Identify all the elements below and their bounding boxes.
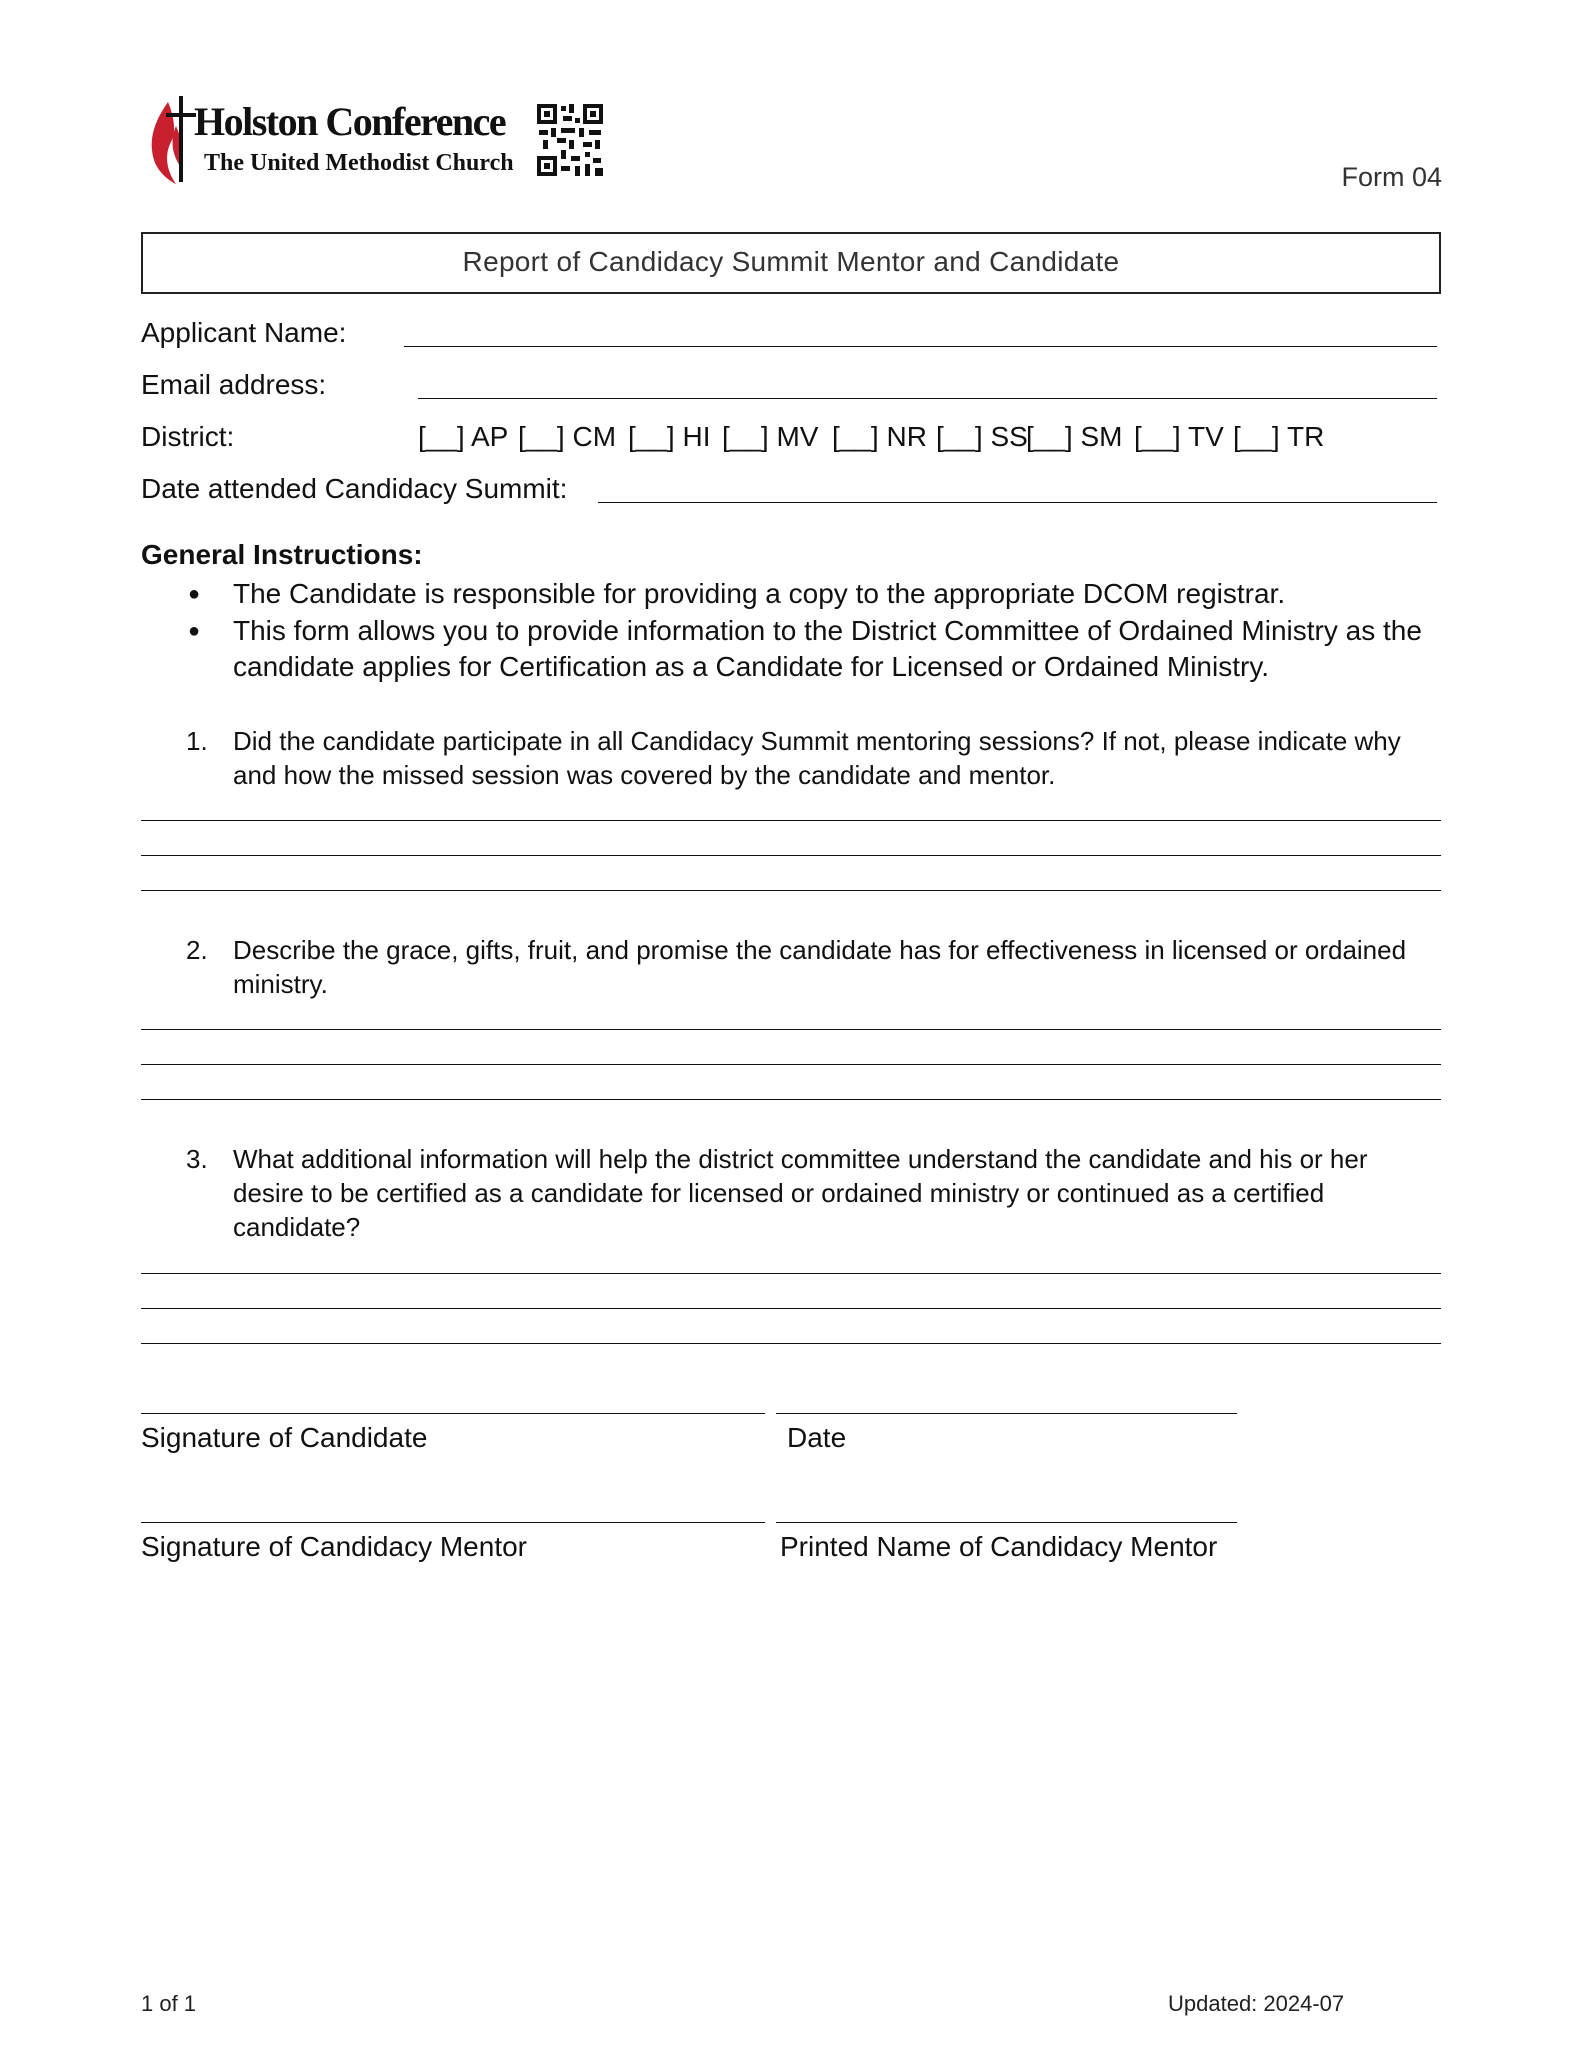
district-checkbox[interactable]: [__] [628,421,675,452]
date-attended-field[interactable] [598,502,1437,503]
question-2-text: Describe the grace, gifts, fruit, and promise the candidate has for effectiveness in licensed or ordained [233,935,1407,965]
answer-3-line[interactable] [141,1308,1441,1309]
district-option-tr[interactable] [1233,420,1324,454]
instructions-heading: General Instructions: [141,539,423,570]
logo-subtitle: The United Methodist Church [204,150,514,176]
district-checkbox[interactable]: [__] [832,421,879,452]
district-option-label: AP [470,421,509,452]
mentor-signature-field[interactable] [141,1522,765,1523]
question-2-number: 2. [186,935,208,965]
district-checkbox[interactable]: [__] [936,421,983,452]
mentor-printed-name-field[interactable] [776,1522,1237,1523]
district-option-cm[interactable] [518,420,616,454]
holston-conference-logo [146,96,616,184]
logo-title: Holston Conference [194,99,506,144]
district-option-label: MV [776,421,819,452]
district-option-ss[interactable] [936,420,1028,454]
district-checkbox[interactable]: [__] [1026,421,1073,452]
district-option-hi[interactable] [628,420,710,454]
qr-code-icon [537,104,603,176]
district-option-sm[interactable] [1026,420,1122,454]
question-1-number: 1. [186,726,208,756]
form-title-box [141,232,1441,294]
question-3-number: 3. [186,1144,208,1174]
district-checkbox[interactable]: [__] [722,421,769,452]
district-option-mv[interactable] [722,420,818,454]
form-number: Form 04 [1341,162,1442,192]
applicant-name-label: Applicant Name: [141,317,347,348]
district-checkbox[interactable]: [__] [418,421,465,452]
district-option-nr[interactable] [832,420,927,454]
district-options [418,420,1378,456]
form-title: Report of Candidacy Summit Mentor and Candidate [462,246,1120,277]
district-option-label: HI [682,421,711,452]
answer-3-line[interactable] [141,1343,1441,1344]
answer-1-line[interactable] [141,855,1441,856]
candidate-signature-field[interactable] [141,1413,765,1414]
answer-3-line[interactable] [141,1273,1441,1274]
email-address-label: Email address: [141,369,327,400]
answer-2-line[interactable] [141,1099,1441,1100]
instruction-bullet: The Candidate is responsible for providing a copy to the appropriate DCOM registrar. [233,578,1286,609]
answer-2-line[interactable] [141,1029,1441,1030]
applicant-name-field[interactable] [404,346,1437,347]
candidate-signature-label: Signature of Candidate [141,1422,428,1453]
page-number: 1 of 1 [141,1991,197,2016]
date-field[interactable] [776,1413,1237,1414]
district-label: District: [141,421,235,452]
instruction-bullet-continued: candidate applies for Certification as a Candidate for Licensed or Ordained Ministry. [233,651,1270,682]
question-3-text: desire to be certified as a candidate for licensed or ordained ministry or continued as a certified [233,1178,1325,1208]
answer-1-line[interactable] [141,820,1441,821]
district-option-tv[interactable] [1134,420,1224,454]
district-checkbox[interactable]: [__] [1134,421,1181,452]
instruction-bullet: This form allows you to provide information to the District Committee of Ordained Ministry as the [233,615,1422,646]
email-address-field[interactable] [418,398,1437,399]
district-checkbox[interactable]: [__] [518,421,565,452]
question-1-text: and how the missed session was covered by the candidate and mentor. [233,760,1056,790]
district-option-label: CM [572,421,617,452]
district-checkbox[interactable]: [__] [1233,421,1280,452]
question-1-text: Did the candidate participate in all Candidacy Summit mentoring sessions? If not, please indicate why [233,726,1401,756]
date-attended-label: Date attended Candidacy Summit: [141,473,568,504]
updated-date: Updated: 2024-07 [1168,1991,1345,2016]
cross-and-flame-icon [146,96,196,184]
district-option-label: SS [990,421,1028,452]
district-option-label: SM [1080,421,1123,452]
mentor-signature-label: Signature of Candidacy Mentor [141,1531,527,1562]
district-option-label: TV [1187,421,1224,452]
district-option-label: TR [1286,421,1325,452]
answer-2-line[interactable] [141,1064,1441,1065]
bullet-icon: ● [188,620,201,642]
question-3-text: candidate? [233,1212,361,1242]
mentor-printed-name-label: Printed Name of Candidacy Mentor [780,1531,1218,1562]
question-3-text: What additional information will help the district committee understand the candidate and his or her [233,1144,1368,1174]
question-2-text: ministry. [233,969,328,999]
bullet-icon: ● [188,583,201,605]
district-option-ap[interactable] [418,420,508,454]
date-label: Date [787,1422,847,1453]
answer-1-line[interactable] [141,890,1441,891]
district-option-label: NR [886,421,927,452]
